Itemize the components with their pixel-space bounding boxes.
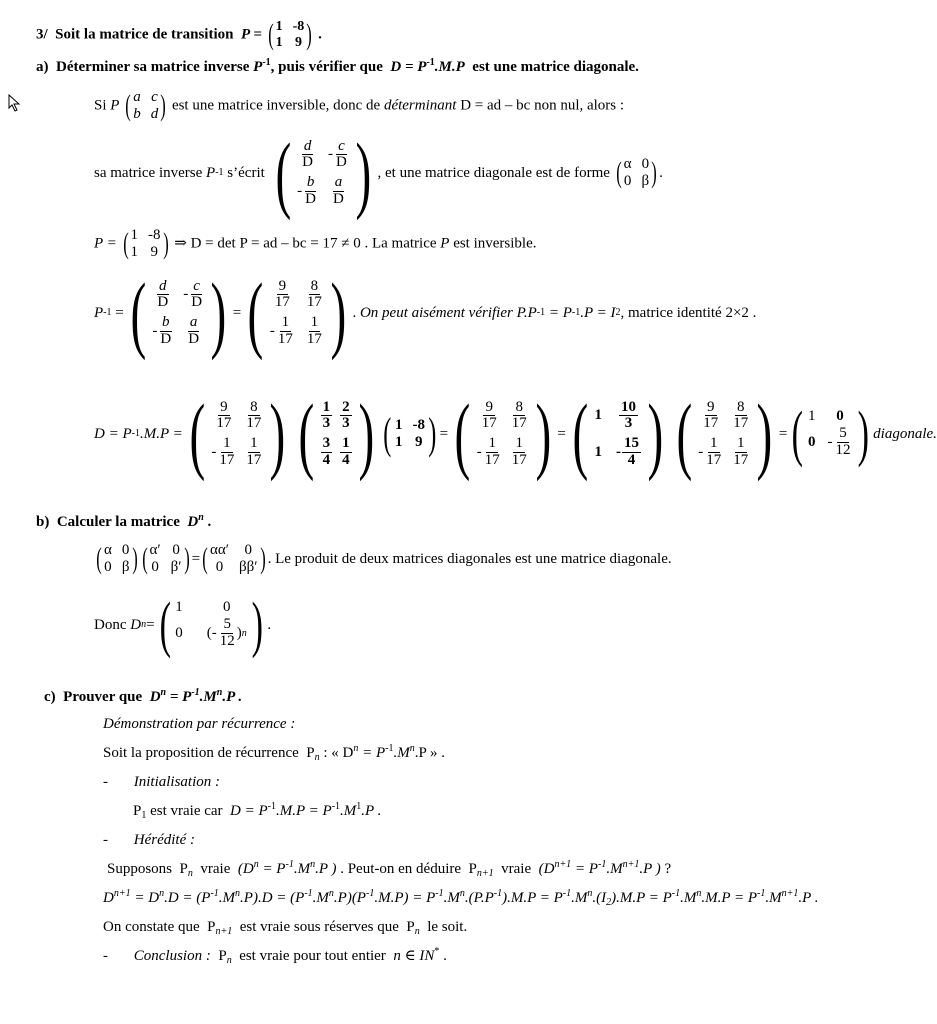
line-induction-chain: $D^{n+1} = D^n.D = (P^{-1}.M^n.P).D = (P^{-1}.M^n.P)(P^{-1}.M.P) = P^{-1}.M^n.(P.P^{-1}).M.P = P^{-1}.M^n.(I_2).M.P = P^{-1}.M^n.M.P = P^{-1}.M^{n+1}.P$ .: [103, 888, 819, 908]
question-c-heading: c) Prouver que $D^n = P^{-1}.M^n.P$ .: [44, 687, 243, 705]
line-heredite: - Hérédité :: [103, 832, 195, 848]
line-inverse-result: P -1 = ( $\frac{d}{D}$ - $\frac{c}{D}$ - $\frac{b}{D}$ $\frac{a}{D}$ ) = ( $\frac{9}{17}$ $\frac{8}{17}$ - $\frac{1}{17}$ $\frac{1}{17}$ ) . On peut aisément vérifier P.P -1 = P -1 .P = I 2 , matrice identité 2×2 .: [94, 276, 756, 350]
demo-label: Démonstration par récurrence :: [103, 716, 296, 732]
line-si-matrix: Si P ( a c b d ) est une matrice inversible, donc de déterminant D = ad – bc non nul, alors :: [94, 89, 625, 122]
line-Dn-result: Donc D n = ( 1 0 0 ( - $\frac{5}{12}$ ) n ) .: [94, 596, 271, 654]
q3-number: 3/: [36, 26, 48, 43]
line-constate: On constate que $P_{n+1}$ est vraie sous réserves que $P_n$ le soit.: [103, 919, 468, 937]
question-3-heading: 3/ Soit la matrice de transition P = ( 1 -8 1 9 ) .: [36, 18, 322, 51]
question-a-heading: a) Déterminer sa matrice inverse $P^{-1}$, puis vérifier que $D = P^{-1}.M.P$ est une matrice diagonale.: [36, 57, 639, 75]
line-proposition: Soit la proposition de récurrence $P_n$ : « $D^n = P^{-1}.M^n.P$ » .: [103, 743, 446, 763]
line-determinant: P = ( 1 -8 1 9 ) ⇒ D = det P = ad – bc = 17 ≠ 0 . La matrice P est inversible.: [94, 227, 537, 260]
line-supposons: Supposons $P_n$ vraie ($D^n = P^{-1}.M^n.P$ ) . Peut-on en déduire $P_{n+1}$ vraie ($D^{n+1} = P^{-1}.M^{n+1}.P$ ) ?: [107, 859, 672, 879]
question-b-heading: b) Calculer la matrice $D^n$ .: [36, 512, 212, 530]
transition-matrix: ( 1 -8 1 9 ): [267, 18, 313, 51]
line-conclusion: - Conclusion : $P_n$ est vraie pour tout entier n ∈ IN* .: [103, 946, 447, 966]
line-inverse-formula: sa matrice inverse P -1 s’écrit ( $\frac{d}{D}$ - $\frac{c}{D}$ - $\frac{b}{D}$ $\frac{a}{D}$ ) , et une matrice diagonale est de forme ( α 0 0 β ) .: [94, 134, 663, 212]
line-diagonalisation: D = P -1 .M.P = ( $\frac{9}{17}$ $\frac{8}{17}$ - $\frac{1}{17}$ $\frac{1}{17}$ ) ( $\frac{1}{3}$ $\frac{2}{3}$ $\frac{3}{4}$ $\frac{1}{4}$ ) ( 1 -8 1 9 ) = ( $\frac{9}{17}$ $\frac{8}{17}$ - $\frac{1}{17}$ $\frac{1}{17}$ ) = ( 1 $\frac{10}{3}$ 1 - $\frac{15}{4}$ ) ( $\frac{9}{17}$ $\frac{8}{17}$ - $\frac{1}{17}$ $\frac{1}{17}$ ) = ( 1 0 0 - $\frac{5}{12}$ ) diagonale.: [94, 396, 937, 472]
line-product-diagonal: ( α 0 0 β ) ( α′ 0 0 β′ ) = ( αα′ 0 0 ββ′ ) . Le produit de deux matrices diagonales est une matrice diagonale.: [96, 542, 672, 575]
line-P1: $P_1$ est vraie car $D = P^{-1}.M.P = P^{-1}.M^1.P$ .: [133, 801, 382, 821]
q3-P: P =: [240, 26, 262, 43]
mouse-cursor-icon: [8, 94, 22, 112]
line-initialisation: - Initialisation :: [103, 774, 220, 790]
q3-title: Soit la matrice de transition: [55, 26, 234, 43]
